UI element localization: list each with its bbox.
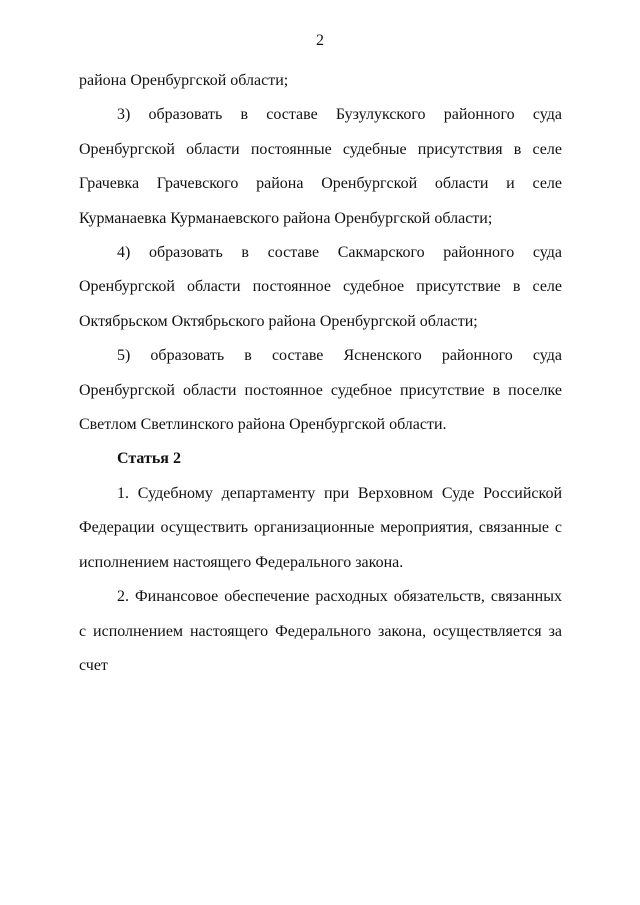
paragraph-continuation: района Оренбургской области; [79,72,289,89]
paragraph-item-4: 4) образовать в составе Сакмарского районного суда Оренбургской области постоянное судебное присутствие в селе Октябрьском Октябрьского района Оренбургской области; [79,244,562,330]
article-heading: Статья 2 [117,450,181,468]
article-item-1: 1. Судебному департаменту при Верховном Суде Российской Федерации осуществить организационные мероприятия, связанные с исполнением настоящего Федерального закона. [79,484,562,571]
page-number: 2 [316,32,324,49]
paragraph-item-5: 5) образовать в составе Ясненского районного суда Оренбургской области постоянное судебное присутствие в поселке Светлом Светлинского района Оренбургской области. [79,347,562,434]
article-item-2: 2. Финансовое обеспечение расходных обязательств, связанных с исполнением настоящего Федерального закона, осуществляется за счет [79,588,562,674]
document-body [79,64,562,683]
paragraph-item-3: 3) образовать в составе Бузулукского районного суда Оренбургской области постоянные судебные присутствия в селе Грачевка Грачевского района Оренбургской области и селе Курманаевка Курманаевского района Оренбургской области; [79,106,562,227]
